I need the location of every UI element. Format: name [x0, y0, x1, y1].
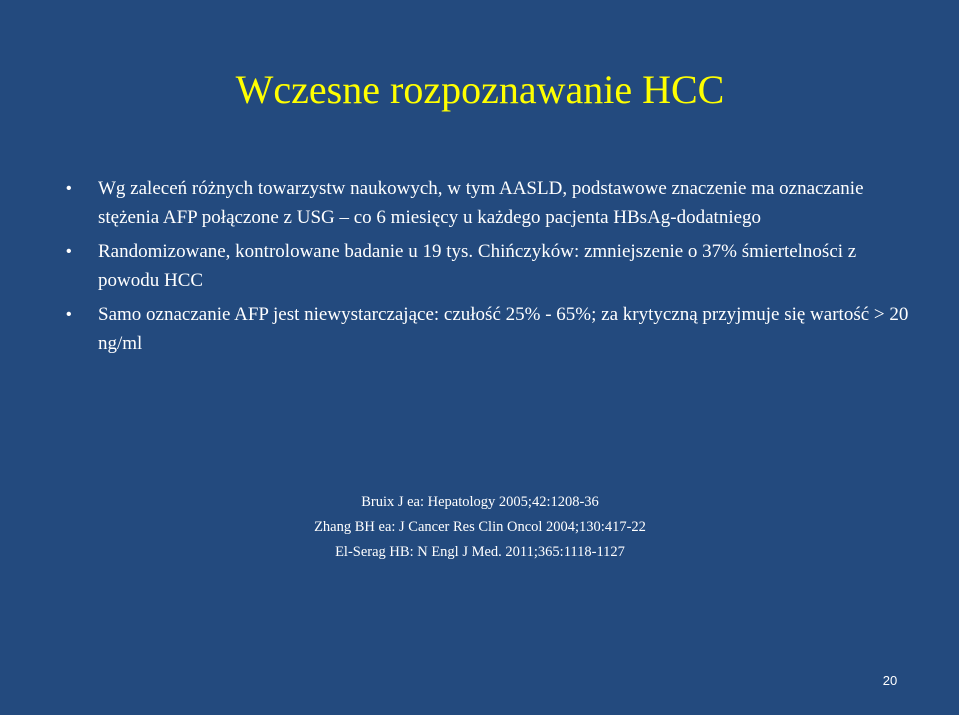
bullet-text: Samo oznaczanie AFP jest niewystarczające: czułość 25% - 65%; za krytyczną przyjmuje się wartość > 20 ng/ml [98, 304, 909, 354]
bullet-icon: • [66, 306, 72, 323]
page-number: 20 [882, 673, 898, 688]
slide-title: Wczesne rozpoznawanie HCC [235, 67, 725, 112]
references [0, 490, 960, 565]
reference-line: Zhang BH ea: J Cancer Res Clin Oncol 2004;130:417-22 [314, 519, 646, 535]
reference-line: Bruix J ea: Hepatology 2005;42:1208-36 [361, 494, 599, 510]
bullet-list [66, 174, 911, 363]
bullet-icon: • [66, 243, 72, 260]
reference-line: El-Serag HB: N Engl J Med. 2011;365:1118-1127 [335, 544, 625, 560]
bullet-item [66, 300, 911, 358]
bullet-text: Wg zaleceń różnych towarzystw naukowych, w tym AASLD, podstawowe znaczenie ma oznaczanie stężenia AFP połączone z USG – co 6 miesięcy u każdego pacjenta HBsAg-dodatniego [98, 178, 864, 228]
bullet-icon: • [66, 180, 72, 197]
bullet-text: Randomizowane, kontrolowane badanie u 19 tys. Chińczyków: zmniejszenie o 37% śmiertelności z powodu HCC [98, 241, 857, 291]
bullet-item [66, 174, 911, 232]
bullet-item [66, 237, 911, 295]
